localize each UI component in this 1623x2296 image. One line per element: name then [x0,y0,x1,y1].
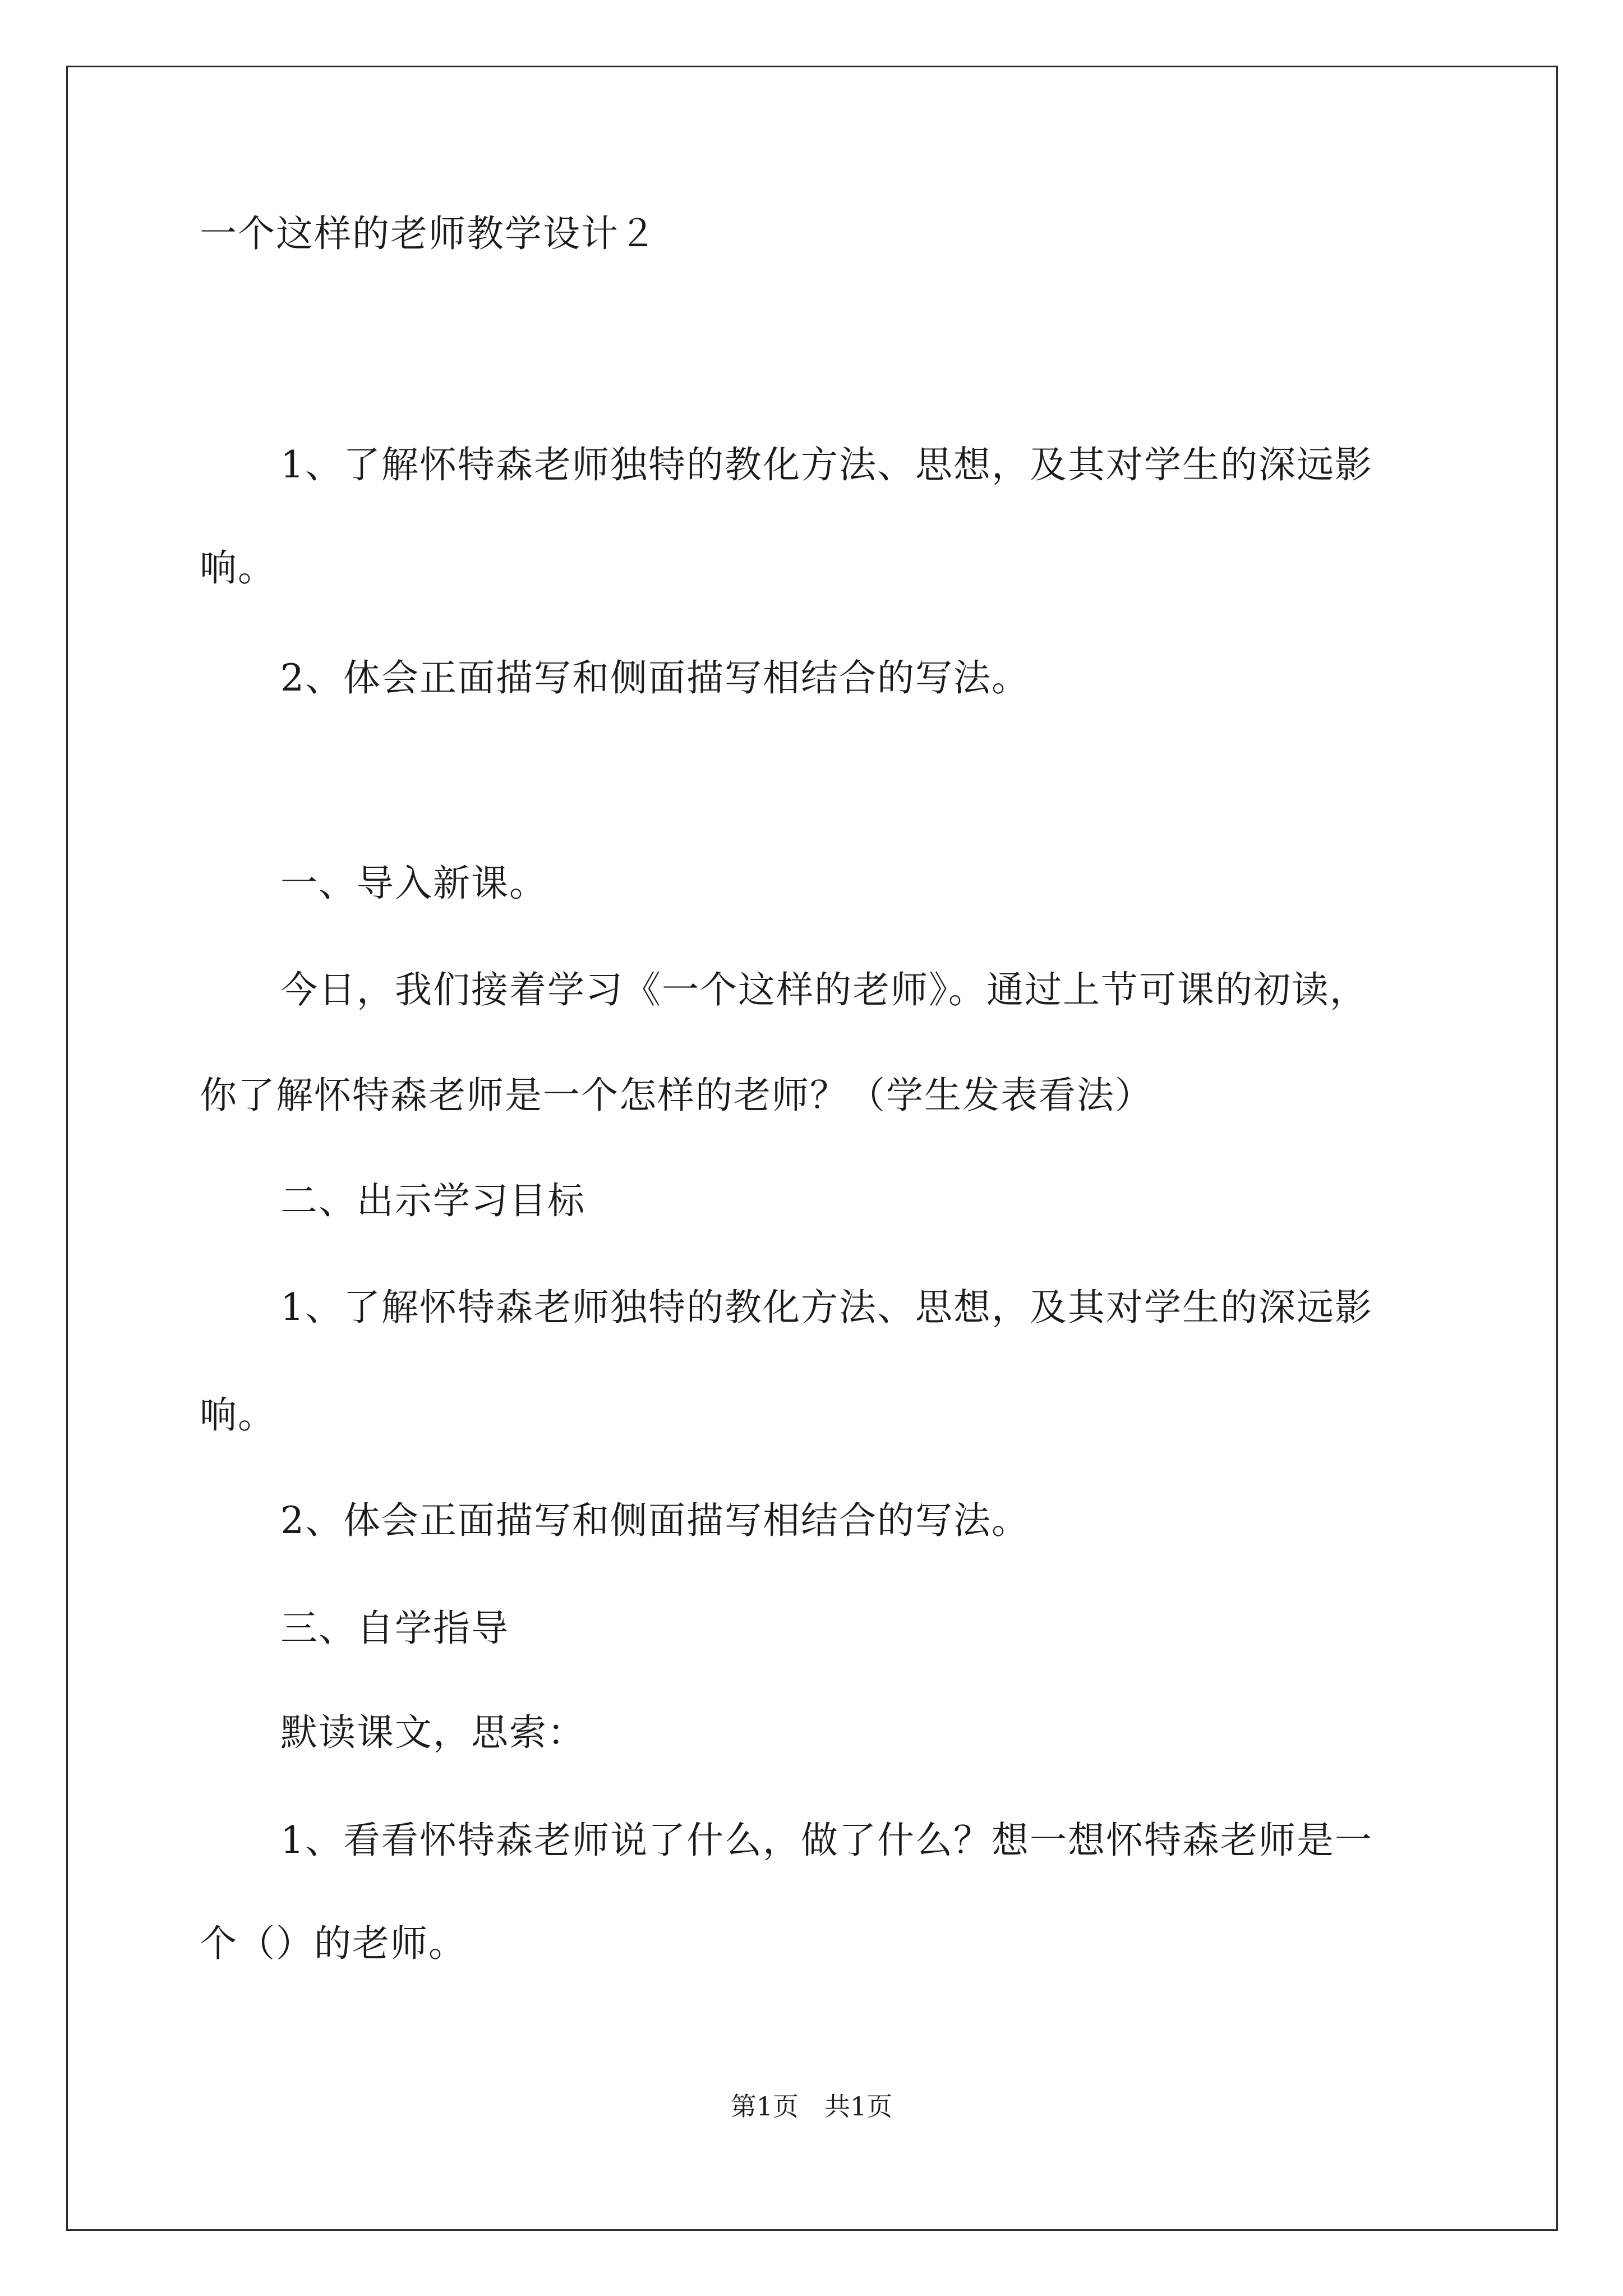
section-3-item-1-line-1: 1、看看怀特森老师说了什么，做了什么？想一想怀特森老师是一 [280,1819,1373,1862]
page-border [66,66,1558,2231]
objective-1-line-1: 1、了解怀特森老师独特的教化方法、思想，及其对学生的深远影 [280,443,1373,486]
section-1-paragraph-line-2: 你了解怀特森老师是一个怎样的老师？（学生发表看法） [200,1074,1153,1117]
section-3-heading: 三、自学指导 [280,1607,509,1650]
objective-1-line-2: 响。 [200,546,276,590]
section-3-paragraph: 默读课文，思索： [280,1711,585,1754]
section-2-item-1-line-1: 1、了解怀特森老师独特的教化方法、思想，及其对学生的深远影 [280,1286,1373,1329]
section-2-item-1-line-2: 响。 [200,1393,276,1437]
section-1-heading: 一、导入新课。 [280,862,547,905]
objective-2: 2、体会正面描写和侧面描写相结合的写法。 [280,656,1030,700]
section-2-item-2: 2、体会正面描写和侧面描写相结合的写法。 [280,1499,1030,1542]
section-2-heading: 二、出示学习目标 [280,1179,585,1222]
document-title: 一个这样的老师教学设计２ [200,212,657,255]
section-3-item-1-line-2: 个（）的老师。 [200,1922,467,1965]
section-1-paragraph-line-1: 今日，我们接着学习《一个这样的老师》。通过上节可课的初读， [280,968,1368,1011]
page-number-footer: 第1页 共1页 [730,2091,893,2122]
